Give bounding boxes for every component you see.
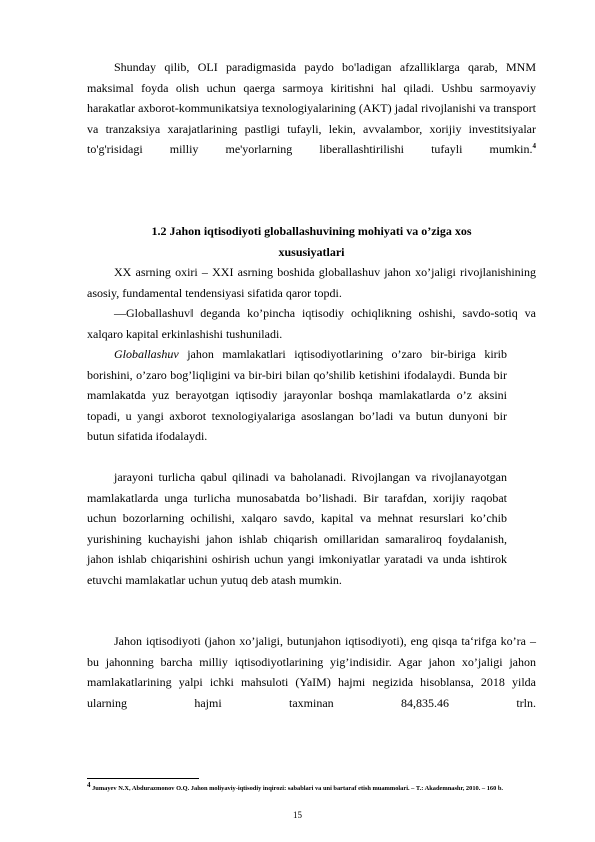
paragraph-process-evaluation bbox=[87, 467, 507, 590]
section-heading-line2: xususiyatlari bbox=[278, 245, 345, 259]
paragraph-globalization-meaning bbox=[87, 303, 536, 344]
term-globallashuv: Globallashuv bbox=[114, 347, 179, 361]
footnote-separator bbox=[87, 778, 199, 779]
paragraph-world-economy-text: Jahon iqtisodiyoti (jahon xo’jaligi, butunjahon iqtisodiyoti), eng qisqa ta‘rifga ko’ra – bu jahonning barcha milliy iqtisodiyotlarining yig’indisidir. Agar jahon xo’jaligi jahon mamlakatlarining yalpi ichki mahsuloti (YaIM) hajmi negizida hisoblansa, 2018 yilda ularning hajmi taxminan 84,835.46 trln. bbox=[87, 634, 536, 710]
footnote-text: Jumayev N.X, Abdurazmonov O.Q. Jahon moliyaviy-iqtisodiy inqirozi: sabablari va uni bartaraf etish muammolari. – T.: Akademnashr, 2010. – 160 b. bbox=[90, 785, 504, 792]
page-number: 15 bbox=[293, 810, 302, 820]
paragraph-globalization-definition-text: jahon mamlakatlari iqtisodiyotlarining o’zaro bir-biriga kirib borishini, o’zaro bog’liqligini va bir-biri bilan qo’shilib ketishini ifodalaydi. Bunda bir mamlakatda yuz berayotgan iqtisodiy jarayonlar boshqa mamlakatlarda o’z aksini topadi, u yangi axborot texnologiyalariga asoslangan bo’ladi va butun dunyoni bir butun sifatida ifodalaydi. bbox=[87, 347, 507, 443]
paragraph-globalization-trend bbox=[87, 262, 536, 303]
footnote bbox=[87, 780, 536, 795]
paragraph-intro-text: Shunday qilib, OLI paradigmasida paydo bo'ladigan afzalliklarga qarab, MNM maksimal foyda olish uchun qaerga sarmoya kiritishni hal qiladi. Ushbu sarmoyaviy harakatlar axborot-kommunikatsiya texnologiyalarining (AKT) jadal rivojlanishi va transport va tranzaksiya xarajatlarining pastligi tufayli, lekin, avvalambor, xorijiy investitsiyalar to'g'risidagi milliy me'yorlarning liberallashtirilishi tufayli mumkin. bbox=[87, 60, 536, 156]
section-heading-line1: 1.2 Jahon iqtisodiyoti globallashuvining mohiyati va o’ziga xos bbox=[151, 224, 472, 238]
paragraph-globalization-definition bbox=[87, 344, 507, 447]
footnote-reference: 4 bbox=[532, 142, 536, 150]
paragraph-intro bbox=[87, 57, 536, 160]
paragraph-globalization-meaning-text: ―Globallashuv‖ deganda ko’pincha iqtisodiy ochiqlikning oshishi, savdo-sotiq va xalqaro kapital erkinlashishi tushuniladi. bbox=[87, 306, 536, 341]
paragraph-globalization-trend-text: XX asrning oxiri – XXI asrning boshida globallashuv jahon xo’jaligi rivojlanishining asosiy, fundamental tendensiyasi sifatida qaror topdi. bbox=[87, 265, 536, 300]
paragraph-process-evaluation-text: jarayoni turlicha qabul qilinadi va baholanadi. Rivojlangan va rivojlanayotgan mamlakatlarda unga turlicha munosabatda bo’lishadi. Bir tarafdan, xorijiy raqobat uchun bozorlarning ochilishi, xalqaro savdo, kapital va mehnat resurslari ko’chib yurishining kuchayishi jahon ishlab chiqarish omillaridan samaraliroq foydalanish, jahon ishlab chiqarishini oshirish uchun yangi imkoniyatlar yaratadi va unda ishtirok etuvchi mamlakatlar uchun yutuq deb atash mumkin. bbox=[87, 470, 507, 587]
footnote-number: 4 bbox=[87, 780, 91, 789]
paragraph-world-economy bbox=[87, 631, 536, 713]
